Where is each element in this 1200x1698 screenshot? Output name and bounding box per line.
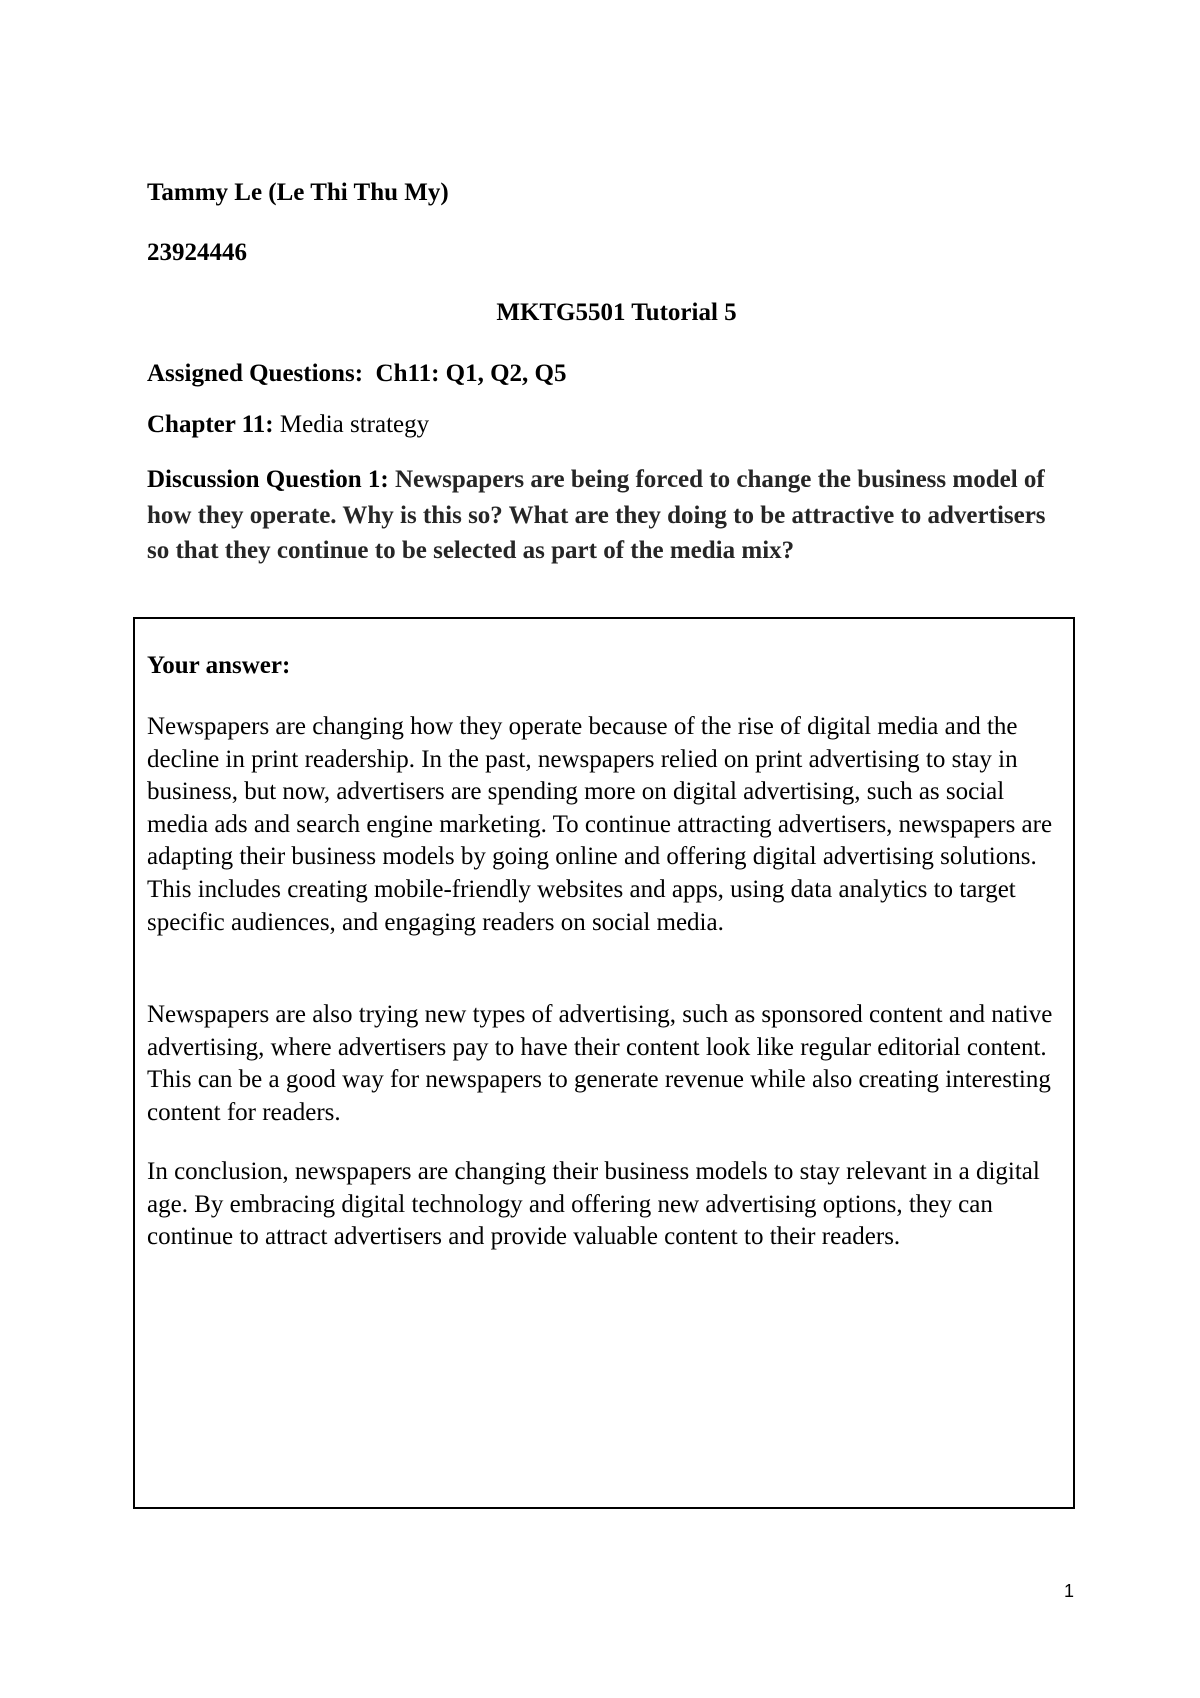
answer-box [133, 617, 1075, 1509]
assigned-questions-value: Ch11: Q1, Q2, Q5 [375, 360, 567, 387]
question-text: Newspapers are being forced to change the business model of how they operate. Why is this so? What are they doing to be attractive to advertisers so that they continue to be selected as part of the media mix? [147, 466, 1046, 564]
answer-paragraph: Newspapers are also trying new types of advertising, such as sponsored content and native advertising, where advertisers pay to have their content look like regular editorial content. This can be a good way for newspapers to generate revenue while also creating interesting content for readers. [147, 1001, 1053, 1126]
author-name: Tammy Le (Le Thi Thu My) [147, 179, 449, 206]
question-label: Discussion Question 1: [147, 466, 389, 493]
student-id: 23924446 [147, 239, 247, 266]
tutorial-title: MKTG5501 Tutorial 5 [496, 299, 737, 326]
answer-label: Your answer: [147, 652, 291, 679]
discussion-question [147, 462, 1067, 569]
assigned-questions [147, 359, 567, 389]
answer-paragraph: Newspapers are changing how they operate because of the rise of digital media and the decline in print readership. In the past, newspapers relied on print advertising to stay in business, but now, advertisers are spending more on digital advertising, such as social media ads and search engine marketing. To continue attracting advertisers, newspapers are adapting their business models by going online and offering digital advertising solutions. This includes creating mobile-friendly websites and apps, using data analytics to target specific audiences, and engaging readers on social media. [147, 713, 1053, 936]
page-number: 1 [1064, 1581, 1075, 1601]
chapter-title: Media strategy [279, 411, 430, 438]
answer-paragraph: In conclusion, newspapers are changing their business models to stay relevant in a digital age. By embracing digital technology and offering new advertising options, they can continue to attract advertisers and provide valuable content to their readers. [147, 1158, 1040, 1251]
chapter-heading [147, 410, 429, 440]
assigned-questions-label: Assigned Questions: [147, 360, 364, 387]
chapter-label: Chapter 11: [147, 411, 274, 438]
